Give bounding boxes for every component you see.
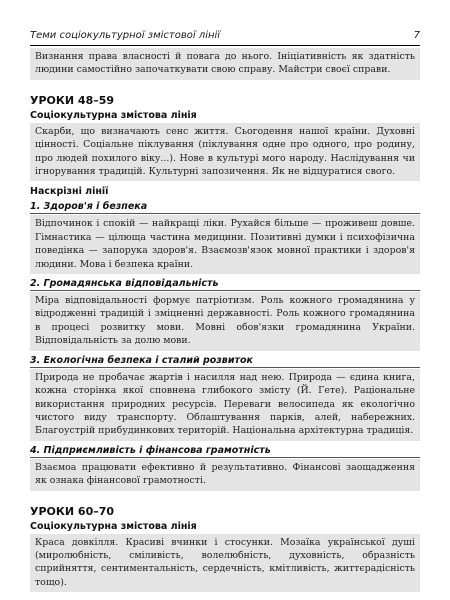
topic-heading-entrepreneurship: 4. Підприємливість і фінансова грамотність xyxy=(30,443,420,458)
sociocultural-line-heading-2: Соціокультурна змістова лінія xyxy=(30,520,197,532)
sociocultural-line-heading: Соціокультурна змістова лінія xyxy=(30,109,197,121)
section-title-lessons-60-70: УРОКИ 60–70 xyxy=(30,504,115,518)
running-header-title: Теми соціокультурної змістової лінії xyxy=(30,30,221,41)
topic-heading-ecology: 3. Екологічна безпека і сталий розвиток xyxy=(30,353,420,368)
topic-text-health-safety: Відпочинок і спокій — найкращі ліки. Рухайся більше — проживеш довше. Гімнастика — цілюща частина медицини. Позитивні думки і психофізична поведінка — запорука здоров'я. Взаємозв'язок мовної практики і здоров'я людини. Мова і безпека країни. xyxy=(30,215,420,274)
topic-text-civic-responsibility: Міра відповідальності формує патріотизм. Роль кожного громадянина у відродженні традицій і зміцненні державності. Роль кожного громадянина в процесі розвитку мови. Мовні обов'язки громадянина України. Відповідальність за долю мови. xyxy=(30,292,420,351)
topic-text-ecology: Природа не пробачає жартів і насилля над нею. Природа — єдина книга, кожна сторінка якої сповнена глибокого змісту (Й. Гете). Раціональне використання природних ресурсів. Переваги велосипеда як екологічно чистого виду транспорту. Облаштування парків, алей, набережних. Благоустрій прибудинкових територій. Національна архітектурна традиція. xyxy=(30,369,420,441)
running-header xyxy=(30,30,420,46)
topic-heading-health-safety: 1. Здоров'я і безпека xyxy=(30,199,420,214)
intro-paragraph: Визнання права власності й повага до нього. Ініціативність як здатність людини самостійно започаткувати свою справу. Майстри своєї справи. xyxy=(30,48,420,80)
sociocultural-line-text-2: Краса довкілля. Красиві вчинки і стосунки. Мозаїка української душі (миролюбність, сміливість, волелюбність, духовність, образність сприйняття, сентиментальність, сердечність, кмітливість, життєрадісність тощо). xyxy=(30,534,420,593)
topic-heading-civic-responsibility: 2. Громадянська відповідальність xyxy=(30,276,420,291)
sociocultural-line-text: Скарби, що визначають сенс життя. Сьогодення нашої країни. Духовні цінності. Соціальне піклування (піклування одне про одного, про родину, про людей похилого віку...). Нове в культурі мого народу. Наслідування чи ігнорування традицій. Культурні запозичення. Як не відцуратися свого. xyxy=(30,123,420,182)
cross-cutting-lines-heading: Наскрізні лінії xyxy=(30,186,109,198)
page-content xyxy=(30,48,420,592)
page-number: 7 xyxy=(413,30,420,41)
topic-text-entrepreneurship: Взаємоа працювати ефективно й результативно. Фінансові заощадження як ознака фінансової грамотності. xyxy=(30,459,420,491)
section-title-lessons-48-59: УРОКИ 48–59 xyxy=(30,93,115,107)
